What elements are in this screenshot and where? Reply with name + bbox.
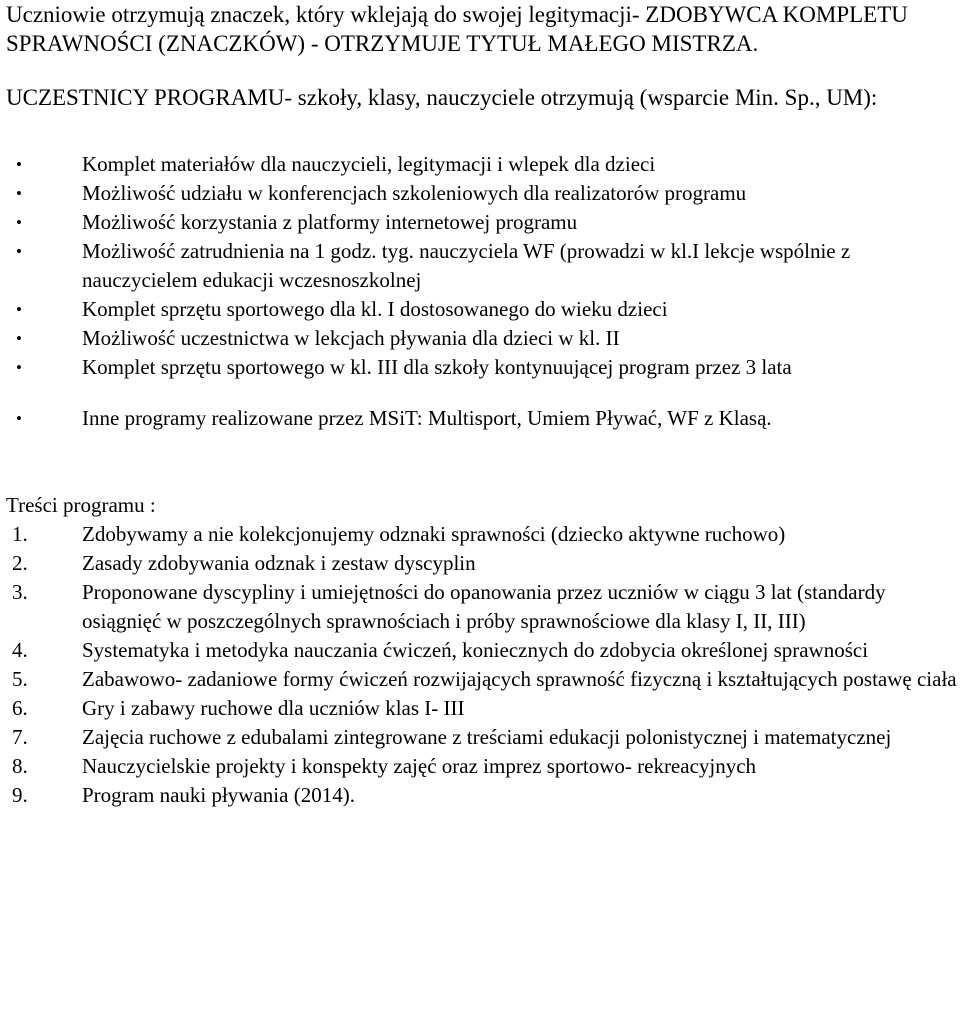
list-item	[6, 179, 958, 208]
list-item	[6, 694, 960, 723]
list-item-text: Możliwość korzystania z platformy internetowej programu	[82, 210, 578, 234]
item-text: Proponowane dyscypliny i umiejętności do opanowania przez uczniów w ciągu 3 lat (standardy osiągnięć w poszczególnych sprawnościach i próby sprawnościowe dla klasy I, II, III)	[82, 580, 886, 633]
item-text: Systematyka i metodyka nauczania ćwiczeń, koniecznych do zdobycia określonej sprawności	[82, 638, 869, 662]
item-text: Zdobywamy a nie kolekcjonujemy odznaki sprawności (dziecko aktywne ruchowo)	[82, 522, 786, 546]
bullet-icon: •	[16, 358, 22, 377]
list-item	[6, 549, 960, 578]
item-text: Zabawowo- zadaniowe formy ćwiczeń rozwijających sprawność fizyczną i kształtujących postawę ciała	[82, 667, 957, 691]
item-number: 2.	[12, 551, 28, 575]
list-item	[6, 324, 958, 353]
item-number: 5.	[12, 667, 28, 691]
item-text: Zasady zdobywania odznak i zestaw dyscyplin	[82, 551, 476, 575]
other-programs-list	[6, 404, 958, 433]
list-item-text: Możliwość uczestnictwa w lekcjach pływania dla dzieci w kl. II	[82, 326, 620, 350]
item-number: 3.	[12, 580, 28, 604]
list-item	[6, 353, 958, 382]
bullet-icon: •	[16, 155, 22, 174]
bullet-icon: •	[16, 329, 22, 348]
list-item	[6, 404, 958, 433]
bullet-icon: •	[16, 409, 22, 428]
list-item-text: Komplet sprzętu sportowego dla kl. I dostosowanego do wieku dzieci	[82, 297, 668, 321]
bullet-icon: •	[16, 242, 22, 261]
item-text: Program nauki pływania (2014).	[82, 783, 355, 807]
list-item	[6, 636, 960, 665]
bullet-icon: •	[16, 184, 22, 203]
item-text: Zajęcia ruchowe z edubalami zintegrowane z treściami edukacji polonistycznej i matematycznej	[82, 725, 892, 749]
item-number: 1.	[12, 522, 28, 546]
list-item	[6, 781, 960, 810]
item-text: Gry i zabawy ruchowe dla uczniów klas I- III	[82, 696, 465, 720]
participants-paragraph: UCZESTNICY PROGRAMU- szkoły, klasy, nauczyciele otrzymują (wsparcie Min. Sp., UM):	[6, 85, 878, 110]
list-item	[6, 237, 958, 295]
list-item	[6, 752, 960, 781]
bullet-icon: •	[16, 213, 22, 232]
list-item	[6, 723, 960, 752]
contents-heading: Treści programu :	[6, 493, 156, 517]
list-item	[6, 578, 960, 636]
list-item	[6, 150, 958, 179]
contents-list	[6, 520, 958, 810]
list-item	[6, 665, 960, 694]
list-item	[6, 208, 958, 237]
item-number: 4.	[12, 638, 28, 662]
intro-paragraph: Uczniowie otrzymują znaczek, który wklejają do swojej legitymacji- ZDOBYWCA KOMPLETU SPRAWNOŚCI (ZNACZKÓW) - OTRZYMUJE TYTUŁ MAŁEGO MISTRZA.	[6, 2, 908, 56]
bullet-icon: •	[16, 300, 22, 319]
item-number: 9.	[12, 783, 28, 807]
list-item-text: Możliwość zatrudnienia na 1 godz. tyg. nauczyciela WF (prowadzi w kl.I lekcje wspólnie z nauczycielem edukacji wczesnoszkolnej	[82, 239, 851, 292]
item-text: Nauczycielskie projekty i konspekty zajęć oraz imprez sportowo- rekreacyjnych	[82, 754, 757, 778]
list-item	[6, 295, 958, 324]
item-number: 8.	[12, 754, 28, 778]
other-programs-text: Inne programy realizowane przez MSiT: Multisport, Umiem Pływać, WF z Klasą.	[82, 406, 772, 430]
item-number: 7.	[12, 725, 28, 749]
benefits-list	[6, 150, 958, 382]
list-item	[6, 520, 960, 549]
list-item-text: Możliwość udziału w konferencjach szkoleniowych dla realizatorów programu	[82, 181, 747, 205]
list-item-text: Komplet sprzętu sportowego w kl. III dla szkoły kontynuującej program przez 3 lata	[82, 355, 792, 379]
item-number: 6.	[12, 696, 28, 720]
list-item-text: Komplet materiałów dla nauczycieli, legitymacji i wlepek dla dzieci	[82, 152, 656, 176]
